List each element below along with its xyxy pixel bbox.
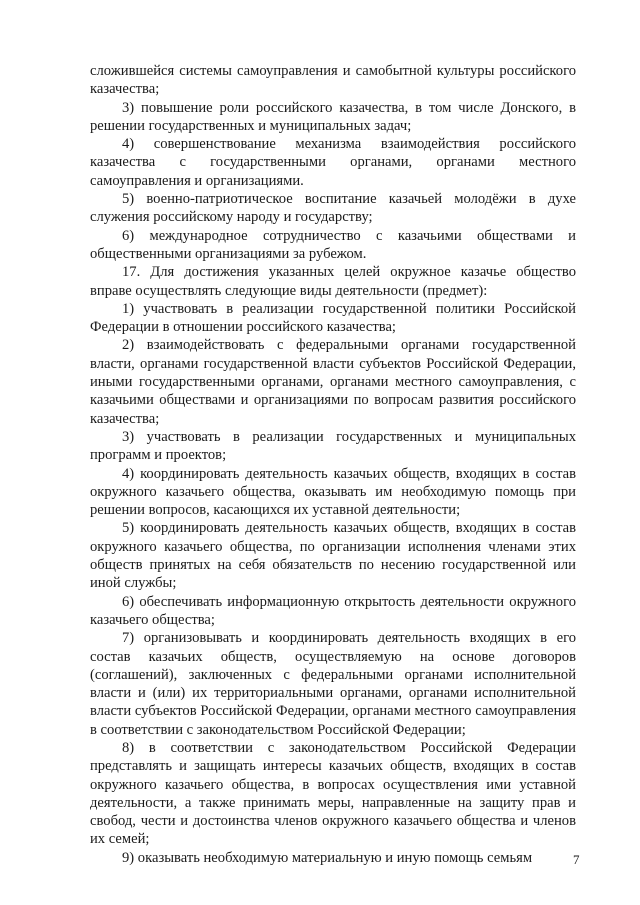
paragraph-section-17: 17. Для достижения указанных целей окружное казачье общество вправе осуществлять следующие виды деятельности (предмет): bbox=[90, 264, 576, 299]
paragraph-activity-8: 8) в соответствии с законодательством Российской Федерации представлять и защищать интересы казачьих обществ, входящих в состав окружного казачьего общества, в вопросах осуществления ими уставной деятельности, а также принимать меры, направленные на защиту прав и свобод, чести и достоинства членов окружного казачьего общества и членов их семей; bbox=[90, 739, 576, 848]
body-text bbox=[90, 62, 576, 867]
paragraph-activity-1: 1) участвовать в реализации государственной политики Российской Федерации в отношении российского казачества; bbox=[90, 300, 576, 336]
paragraph-activity-5: 5) координировать деятельность казачьих обществ, входящих в состав окружного казачьего общества, по организации исполнения членами этих обществ принятых на себя обязательств по несению государственной или иной службы; bbox=[90, 520, 576, 592]
paragraph-activity-7: 7) организовывать и координировать деятельность входящих в его состав казачьих обществ, осуществляемую на основе договоров (соглашений), заключенных с федеральными органами исполнительной власти и (или) их территориальными органами, органами исполнительной власти субъектов Российской Федерации, органами местного самоуправления в соответствии с законодательством Российской Федерации; bbox=[90, 630, 576, 738]
paragraph-activity-4: 4) координировать деятельность казачьих обществ, входящих в состав окружного казачьего общества, оказывать им необходимую помощь при решении вопросов, касающихся их уставной деятельности; bbox=[90, 465, 576, 519]
paragraph-item-4: 4) совершенствование механизма взаимодействия российского казачества с государственными органами, органами местного самоуправления и организациями. bbox=[90, 136, 576, 189]
paragraph-item-3: 3) повышение роли российского казачества, в том числе Донского, в решении государственных и муниципальных задач; bbox=[90, 99, 576, 134]
paragraph-continuation: сложившейся системы самоуправления и самобытной культуры российского казачества; bbox=[90, 63, 576, 98]
paragraph-activity-9: 9) оказывать необходимую материальную и иную помощь семьям bbox=[122, 849, 533, 866]
paragraph-activity-6: 6) обеспечивать информационную открытость деятельности окружного казачьего общества; bbox=[90, 593, 576, 628]
paragraph-item-5: 5) военно-патриотическое воспитание казачьей молодёжи в духе служения российскому народу и государству; bbox=[90, 191, 576, 226]
paragraph-activity-2: 2) взаимодействовать с федеральными органами государственной власти, органами государственной власти субъектов Российской Федерации, иными государственными органами, органами местного самоуправления, с казачьими обществами и организациями по вопросам развития российского казачества; bbox=[90, 337, 576, 427]
paragraph-activity-3: 3) участвовать в реализации государственных и муниципальных программ и проектов; bbox=[90, 428, 576, 464]
paragraph-item-6: 6) международное сотрудничество с казачьими обществами и общественными организациями за рубежом. bbox=[90, 227, 576, 262]
page-number: 7 bbox=[573, 852, 580, 867]
